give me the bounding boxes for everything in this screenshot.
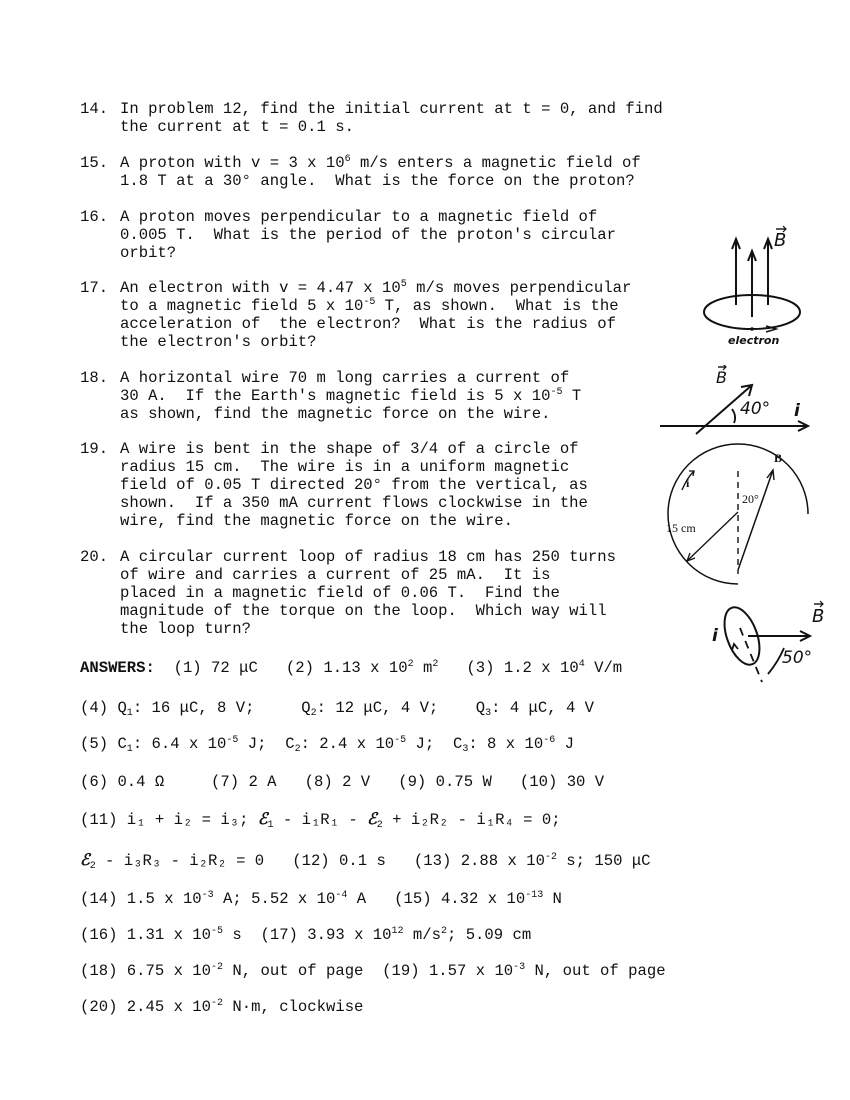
answer-label: (6) xyxy=(80,773,109,791)
answer-value: 1.5 x 10 xyxy=(126,890,202,908)
answers-line-1 xyxy=(80,658,622,678)
angle-arc xyxy=(732,409,735,423)
answers-line-3 xyxy=(80,734,574,754)
figure-three-quarter-circle xyxy=(662,438,822,588)
problem-text-line: In problem 12, find the initial current at t = 0, and find xyxy=(120,100,663,118)
symbol: Q xyxy=(301,699,311,717)
exponent: -3 xyxy=(201,890,214,901)
answers-heading: ANSWERS: xyxy=(80,659,155,677)
answer-value: N·m, clockwise xyxy=(223,998,364,1016)
exponent: -4 xyxy=(335,890,348,901)
radius-label: 15 cm xyxy=(666,521,696,535)
problem-text-line xyxy=(120,279,631,297)
emf-symbol: ℰ xyxy=(257,809,268,828)
current-label: i xyxy=(794,401,800,421)
answer-unit: J xyxy=(555,735,574,753)
text: T, as shown. What is the xyxy=(375,297,619,315)
answers-line-2 xyxy=(80,698,594,718)
problem-text-line: wire, find the magnetic force on the wire. xyxy=(120,512,514,530)
text: m/s enters a magnetic field of xyxy=(350,154,641,172)
answer-value: 1.13 x 10 xyxy=(323,659,408,677)
answer-unit: N xyxy=(543,890,562,908)
current-label: i xyxy=(686,476,690,490)
current-direction-arrow-icon xyxy=(732,644,738,650)
problem-text-line: A proton moves perpendicular to a magnetic field of xyxy=(120,208,598,226)
exponent: 2 xyxy=(407,659,414,670)
equation: - i₃R₃ - i₂R₂ = 0 xyxy=(95,852,265,870)
symbol: C xyxy=(285,735,295,753)
answer-value: N, out of page xyxy=(525,962,666,980)
exponent: -5 xyxy=(363,297,376,308)
answer-value: 3.93 x 10 xyxy=(307,926,392,944)
answer-value: 2 A xyxy=(248,773,277,791)
field-label-b: B xyxy=(774,230,787,251)
electron-dot xyxy=(750,327,754,331)
problem-text-line: A wire is bent in the shape of 3/4 of a circle of xyxy=(120,440,579,458)
answer-value: 0.4 Ω xyxy=(117,773,165,791)
subscript: 1 xyxy=(267,820,274,831)
answer-value: : 16 μC, 8 V; xyxy=(132,699,255,717)
answers-line-10 xyxy=(80,997,363,1017)
text: An electron with v = 4.47 x 10 xyxy=(120,279,401,297)
exponent: -2 xyxy=(211,962,224,973)
answer-value: 30 V xyxy=(566,773,605,791)
problem-text-line xyxy=(120,172,635,190)
exponent: 4 xyxy=(578,659,585,670)
answer-value: : 4 μC, 4 V xyxy=(491,699,595,717)
degree-symbol: ° xyxy=(372,476,383,494)
answer-label: (12) xyxy=(292,852,330,870)
answer-label: (8) xyxy=(304,773,333,791)
text: 30 A. If the Earth's magnetic field is 5 x 10 xyxy=(120,387,551,405)
symbol: C xyxy=(452,735,463,753)
subscript: 2 xyxy=(89,861,96,872)
symbol: Q xyxy=(475,699,486,717)
answer-label: (4) xyxy=(80,699,109,717)
answer-value: : 8 x 10 xyxy=(468,735,544,753)
answer-label: (5) xyxy=(80,735,109,753)
answer-label: (19) xyxy=(382,962,420,980)
problem-number: 18. xyxy=(80,369,109,387)
problem-text-line: acceleration of the electron? What is the radius of xyxy=(120,315,616,333)
subscript: 3 xyxy=(462,744,469,755)
problem-number: 16. xyxy=(80,208,109,226)
figure-circle-drawing xyxy=(662,438,822,588)
answer-value: s; 150 μC xyxy=(556,852,651,870)
answer-value: 0.1 s xyxy=(339,852,386,870)
answer-label: (9) xyxy=(398,773,427,791)
exponent: -5 xyxy=(226,735,239,746)
angle-label: 20° xyxy=(742,492,759,506)
answer-unit: m/s xyxy=(403,926,441,944)
answer-value: A; 5.52 x 10 xyxy=(213,890,336,908)
subscript: 1 xyxy=(126,744,133,755)
answer-value: : 6.4 x 10 xyxy=(132,735,227,753)
answer-label: (17) xyxy=(260,926,298,944)
exponent: -5 xyxy=(550,387,563,398)
exponent: -5 xyxy=(211,926,224,937)
problem-text-line: A circular current loop of radius 18 cm has 250 turns xyxy=(120,548,616,566)
answer-label: (11) xyxy=(80,811,118,829)
answer-unit: m xyxy=(413,659,433,677)
problem-text-line: placed in a magnetic field of 0.06 T. Find the xyxy=(120,584,560,602)
problem-text-line xyxy=(120,387,581,405)
answer-value: ; 5.09 cm xyxy=(446,926,532,944)
problem-number: 14. xyxy=(80,100,109,118)
exponent: -5 xyxy=(394,735,407,746)
answer-value: 2 V xyxy=(342,773,371,791)
problem-text-line: as shown, find the magnetic force on the wire. xyxy=(120,405,551,423)
answer-label: (14) xyxy=(80,890,118,908)
current-label: i xyxy=(712,626,718,646)
answer-label: (1) xyxy=(173,659,202,677)
electron-label: electron xyxy=(728,334,780,347)
text: to a magnetic field 5 x 10 xyxy=(120,297,364,315)
emf-symbol: ℰ xyxy=(367,809,377,828)
text: A proton with v = 3 x 10 xyxy=(120,154,345,172)
exponent: -13 xyxy=(525,890,544,901)
emf-symbol: ℰ xyxy=(80,850,90,869)
equation: i₁ + i₂ = i₃; xyxy=(126,811,249,829)
answer-unit: J; xyxy=(238,735,267,753)
field-label-b: B xyxy=(812,606,825,627)
field-label-b: B xyxy=(716,368,727,387)
problem-text-line: 0.005 T. What is the period of the proton's circular xyxy=(120,226,616,244)
subscript: 2 xyxy=(310,708,317,719)
answer-label: (13) xyxy=(413,852,452,870)
answer-value: 1.31 x 10 xyxy=(126,926,212,944)
answer-value: : 2.4 x 10 xyxy=(300,735,395,753)
answers-line-4 xyxy=(80,772,604,792)
equation: - i₁R₁ - xyxy=(273,811,368,829)
figure-wire-drawing xyxy=(658,365,818,435)
answer-label: (20) xyxy=(80,998,118,1016)
equation: + i₂R₂ - i₁R₄ = 0; xyxy=(382,811,561,829)
text: from the vertical, as xyxy=(382,476,588,494)
exponent: -2 xyxy=(211,998,224,1009)
answer-value: N, out of page xyxy=(223,962,364,980)
answers-line-5 xyxy=(80,810,561,830)
symbol: C xyxy=(117,735,127,753)
answer-label: (15) xyxy=(394,890,432,908)
problem-text-line xyxy=(120,154,641,172)
exponent: 5 xyxy=(400,279,407,290)
angle-label: 40° xyxy=(740,399,771,419)
answer-value: 2.45 x 10 xyxy=(126,998,212,1016)
answer-unit: A xyxy=(347,890,367,908)
problem-number: 15. xyxy=(80,154,109,172)
problem-text-line: radius 15 cm. The wire is in a uniform magnetic xyxy=(120,458,570,476)
problem-number: 17. xyxy=(80,279,109,297)
problem-text-line: of wire and carries a current of 25 mA. It is xyxy=(120,566,551,584)
problem-text-line: shown. If a 350 mA current flows clockwise in the xyxy=(120,494,588,512)
exponent: 12 xyxy=(391,926,404,937)
answer-unit: J; xyxy=(406,735,435,753)
answer-value: 72 μC xyxy=(211,659,258,677)
symbol: Q xyxy=(117,699,127,717)
answers-line-8 xyxy=(80,925,531,945)
text: T xyxy=(562,387,582,405)
problem-text-line xyxy=(120,476,588,494)
answer-label: (3) xyxy=(466,659,495,677)
answer-unit: s xyxy=(223,926,242,944)
answers-line-9 xyxy=(80,961,666,981)
answer-value: 6.75 x 10 xyxy=(126,962,212,980)
figure-electron-orbit xyxy=(700,225,830,350)
problem-text-line xyxy=(120,297,619,315)
answers-line-6 xyxy=(80,851,651,871)
text: m/s moves perpendicular xyxy=(406,279,632,297)
radius-line xyxy=(687,512,738,561)
answer-value: 1.2 x 10 xyxy=(503,659,579,677)
answer-label: (10) xyxy=(519,773,558,791)
angle-label: 50° xyxy=(782,648,813,668)
answers-line-7 xyxy=(80,889,562,909)
answer-label: (18) xyxy=(80,962,118,980)
subscript: 2 xyxy=(376,820,383,831)
problem-text-line: magnitude of the torque on the loop. Which way will xyxy=(120,602,607,620)
problem-text-line: the current at t = 0.1 s. xyxy=(120,118,354,136)
subscript: 2 xyxy=(294,744,301,755)
degree-symbol: ° xyxy=(241,172,252,190)
exponent: 6 xyxy=(344,154,351,165)
figure-electron-orbit-drawing xyxy=(700,225,830,350)
exponent: -6 xyxy=(543,735,556,746)
answer-label: (16) xyxy=(80,926,118,944)
text: angle. What is the force on the proton? xyxy=(251,172,635,190)
field-vector xyxy=(738,470,773,570)
answer-value: 2.88 x 10 xyxy=(460,852,545,870)
answer-value: 1.57 x 10 xyxy=(428,962,514,980)
answer-label: (7) xyxy=(211,773,240,791)
answer-value: : 12 μC, 4 V; xyxy=(316,699,439,717)
problem-text-line: the electron's orbit? xyxy=(120,333,317,351)
answer-unit: V/m xyxy=(584,659,623,677)
exponent: 2 xyxy=(432,659,439,670)
problem-number: 20. xyxy=(80,548,109,566)
figure-current-loop xyxy=(712,598,842,686)
subscript: 3 xyxy=(485,708,492,719)
field-label-b: B xyxy=(774,451,783,465)
answer-value: 0.75 W xyxy=(435,773,492,791)
text: field of 0.05 T directed 20 xyxy=(120,476,373,494)
exponent: -2 xyxy=(544,852,557,863)
answer-value: 4.32 x 10 xyxy=(440,890,526,908)
text: 1.8 T at a 30 xyxy=(120,172,242,190)
problem-number: 19. xyxy=(80,440,109,458)
exponent: -3 xyxy=(513,962,526,973)
problem-text-line: the loop turn? xyxy=(120,620,252,638)
problem-text-line: A horizontal wire 70 m long carries a current of xyxy=(120,369,570,387)
subscript: 1 xyxy=(126,708,133,719)
problem-text-line: orbit? xyxy=(120,244,177,262)
answer-label: (2) xyxy=(285,659,314,677)
exponent: 2 xyxy=(440,926,447,937)
figure-wire-field-40 xyxy=(658,365,818,435)
